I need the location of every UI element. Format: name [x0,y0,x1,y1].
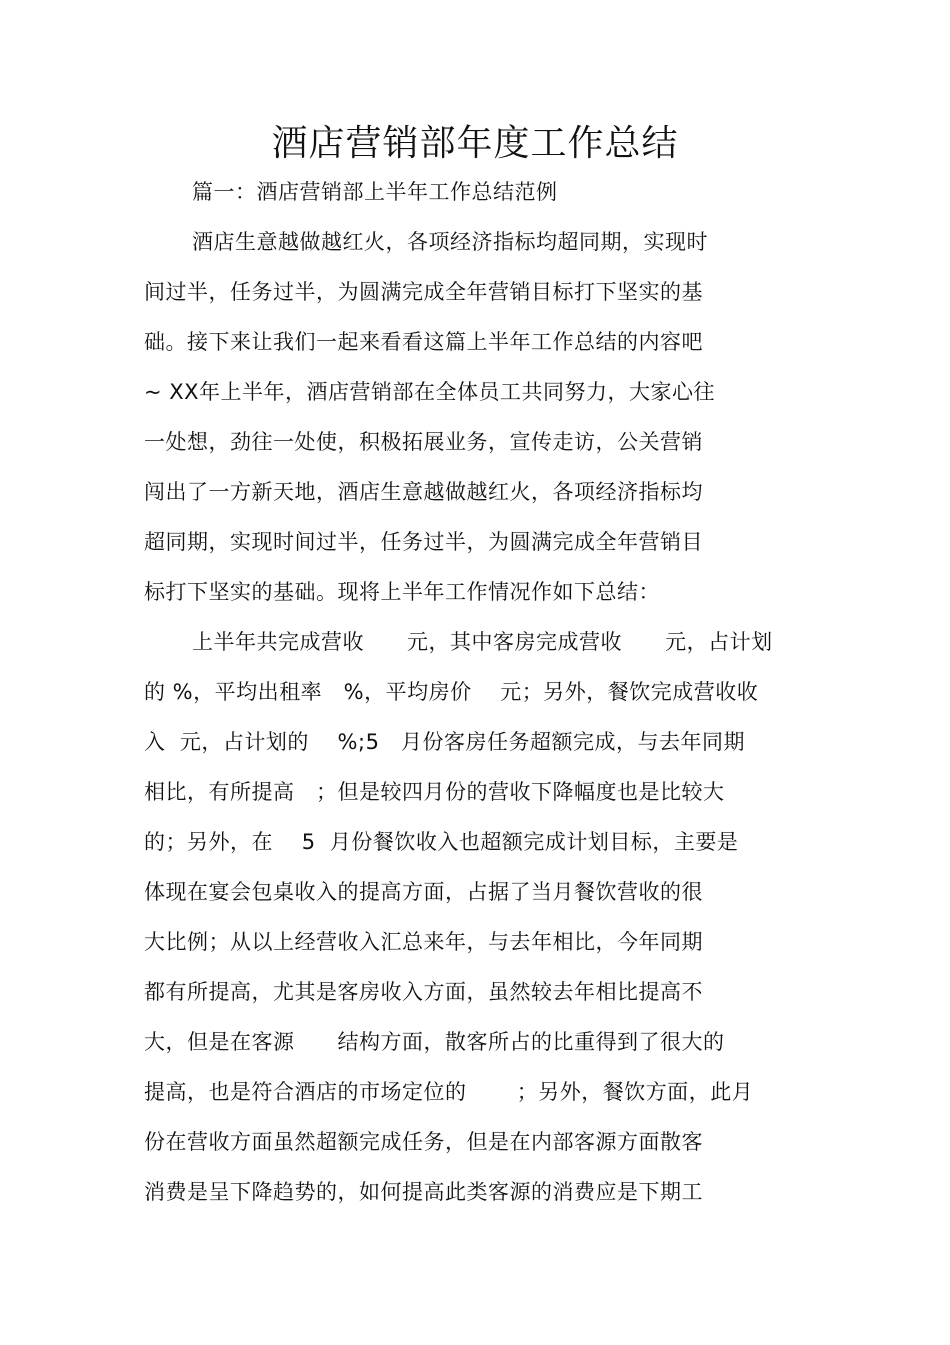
paragraph-line: 上半年共完成营收 元，其中客房完成营收 元，占计划 [192,630,773,654]
paragraph-line: 酒店生意越做越红火，各项经济指标均超同期，实现时 [192,230,708,254]
document-title: 酒店营销部年度工作总结 [271,123,679,164]
paragraph-line: 都有所提高，尤其是客房收入方面，虽然较去年相比提高不 [144,980,703,1004]
paragraph-line: 一处想，劲往一处使，积极拓展业务，宣传走访，公关营销 [144,430,703,454]
paragraph-line: 标打下坚实的基础。现将上半年工作情况作如下总结： [144,580,660,604]
paragraph-line: 闯出了一方新天地，酒店生意越做越红火，各项经济指标均 [144,480,703,504]
paragraph-line: 相比，有所提高 ；但是较四月份的营收下降幅度也是比较大 [144,780,725,804]
paragraph-line: 份在营收方面虽然超额完成任务，但是在内部客源方面散客 [144,1130,703,1154]
section-heading: 篇一：酒店营销部上半年工作总结范例 [192,180,558,204]
paragraph-line: 超同期，实现时间过半，任务过半，为圆满完成全年营销目 [144,530,703,554]
paragraph-line: 础。接下来让我们一起来看看这篇上半年工作总结的内容吧 [144,330,703,354]
paragraph-line: 的；另外，在 5 月份餐饮收入也超额完成计划目标，主要是 [144,830,739,854]
paragraph-line: 提高，也是符合酒店的市场定位的 ；另外，餐饮方面，此月 [144,1080,754,1104]
paragraph-line: ~ XX年上半年，酒店营销部在全体员工共同努力，大家心往 [144,380,716,404]
paragraph-line: 消费是呈下降趋势的，如何提高此类客源的消费应是下期工 [144,1180,703,1204]
paragraph-line: 大比例；从以上经营收入汇总来年，与去年相比，今年同期 [144,930,703,954]
paragraph-line: 入 元，占计划的 %;5 月份客房任务超额完成，与去年同期 [144,730,745,754]
paragraph-line: 间过半，任务过半，为圆满完成全年营销目标打下坚实的基 [144,280,703,304]
paragraph-line: 大，但是在客源 结构方面，散客所占的比重得到了很大的 [144,1030,725,1054]
paragraph-line: 的 %，平均出租率 %，平均房价 元；另外，餐饮完成营收收 [144,680,759,704]
paragraph-line: 体现在宴会包桌收入的提高方面，占据了当月餐饮营收的很 [144,880,703,904]
